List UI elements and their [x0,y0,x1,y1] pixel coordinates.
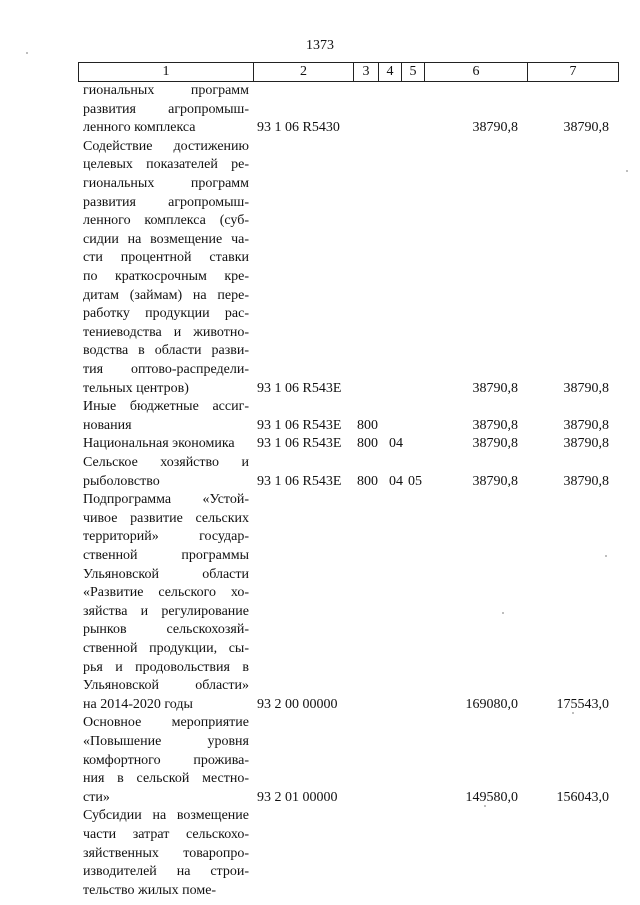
description-line: «Развитие сельского хо- [83,585,249,601]
row-description [83,491,249,714]
description-line: сти» [83,789,110,805]
description-line: сидии на возмещение ча- [83,231,249,247]
description-line: территорий» государ- [83,529,249,545]
amount-col7: 38790,8 [563,473,609,489]
description-line: целевых показателей ре- [83,157,249,173]
scan-speck [484,805,486,807]
row-description [83,454,249,491]
row-description [83,82,249,138]
description-line: тельство жилых поме- [83,882,217,898]
column-header-table [78,62,619,82]
scan-speck [605,555,607,557]
subsection-code: 05 [408,473,422,489]
amount-col6: 149580,0 [465,789,518,805]
description-line: «Повышение уровня [83,733,249,749]
amount-col6: 38790,8 [472,436,518,452]
row-description [83,138,249,398]
scan-speck [626,170,628,172]
row-description [83,435,249,454]
description-line: Иные бюджетные ассиг- [83,399,249,415]
amount-col7: 38790,8 [563,120,609,136]
column-header-5: 5 [402,63,425,82]
description-line: тия оптово-распредели- [83,361,249,377]
description-line: Ульяновской области [83,566,249,582]
amount-col7: 38790,8 [563,380,609,396]
amount-col7: 38790,8 [563,436,609,452]
budget-code: 93 2 00 00000 [257,696,338,712]
description-line: Основное мероприятие [83,715,249,731]
description-line: работку продукции рас- [83,306,249,322]
amount-col6: 169080,0 [465,696,518,712]
description-line: ственной продукции, сы- [83,640,249,656]
budget-code: 93 2 01 00000 [257,789,338,805]
description-line: комфортного прожива- [83,752,249,768]
column-header-1: 1 [79,63,254,82]
description-line: рыболовство [83,473,160,489]
column-header-2: 2 [254,63,354,82]
amount-col6: 38790,8 [472,473,518,489]
column-header-6: 6 [425,63,528,82]
expense-type-code: 800 [357,473,378,489]
amount-col7: 156043,0 [556,789,609,805]
description-line: Сельское хозяйство и [83,455,249,470]
budget-code: 93 1 06 R543E [257,473,342,489]
description-line: развития агропромыш- [83,101,249,117]
description-line: Подпрограмма «Устой- [83,492,249,508]
column-header-4: 4 [379,63,402,82]
section-code: 04 [389,436,403,452]
row-description [83,807,249,900]
description-line: рынков сельскохозяй- [83,622,249,638]
description-line: Субсидии на возмещение [83,808,249,824]
description-line: водства в области разви- [83,343,249,359]
scan-speck [572,712,574,714]
description-line: части затрат сельскохо- [83,826,249,842]
amount-col7: 175543,0 [556,696,609,712]
description-line: зяйственных товаропро- [83,845,249,861]
description-line: тениеводства и животно- [83,324,249,340]
description-line: на 2014-2020 годы [83,696,193,712]
description-line: рья и продовольствия в [83,659,249,675]
description-line: ственной программы [83,547,249,563]
description-line: ленного комплекса (суб- [83,213,249,229]
description-line: тельных центров) [83,380,189,396]
description-line: по краткосрочным кре- [83,268,249,284]
description-line: изводителей на строи- [83,864,249,880]
description-line: сти процентной ставки [83,250,249,266]
budget-code: 93 1 06 R543E [257,436,342,452]
row-description [83,714,249,807]
description-line: Ульяновской области» [83,678,249,694]
description-line: чивое развитие сельских [83,510,249,526]
description-line: гиональных программ [83,83,249,98]
description-line: гиональных программ [83,175,249,191]
description-line: зяйства и регулирование [83,603,249,619]
scan-speck [502,612,504,614]
amount-col6: 38790,8 [472,417,518,433]
budget-code: 93 1 06 R543E [257,417,342,433]
column-header-3: 3 [354,63,379,82]
description-line: Национальная экономика [83,436,235,452]
description-line: ния в сельской местно- [83,771,249,787]
amount-col6: 38790,8 [472,380,518,396]
description-line: Содействие достижению [83,138,249,154]
amount-col7: 38790,8 [563,417,609,433]
description-line: нования [83,417,132,433]
scan-speck [26,52,28,54]
budget-code: 93 1 06 R5430 [257,120,340,136]
row-description [83,398,249,435]
budget-code: 93 1 06 R543E [257,380,342,396]
column-header-7: 7 [528,63,619,82]
column-header-row [79,63,619,82]
description-line: дитам (займам) на пере- [83,287,249,303]
expense-type-code: 800 [357,436,378,452]
page-number: 1373 [306,38,334,53]
section-code: 04 [389,473,403,489]
description-line: развития агропромыш- [83,194,249,210]
description-line: ленного комплекса [83,120,196,136]
amount-col6: 38790,8 [472,120,518,136]
expense-type-code: 800 [357,417,378,433]
